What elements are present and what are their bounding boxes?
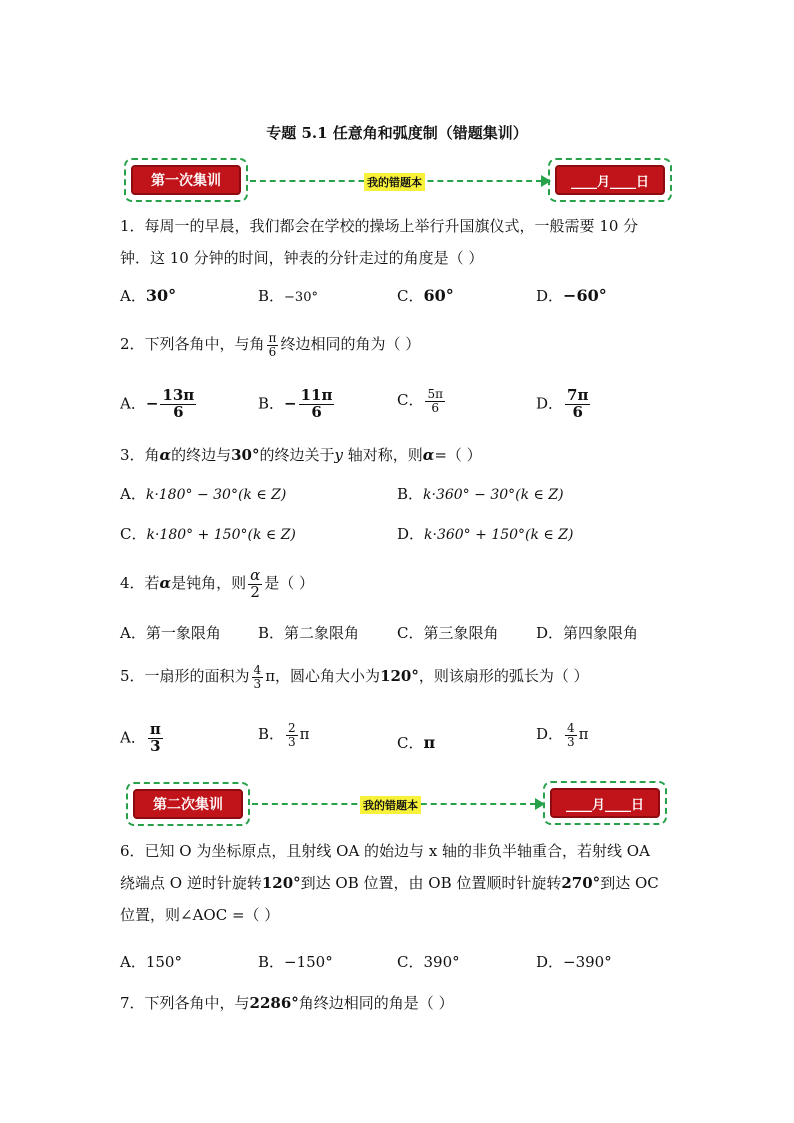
first-training-badge: [124, 158, 248, 202]
q1-option-b: B．−30°: [258, 287, 318, 305]
date-badge: [548, 158, 672, 202]
date-label-2: ____月____日: [550, 788, 660, 818]
q3-option-b: B．k·360° − 30°(k ∈ Z): [397, 485, 564, 503]
q1-line1: 1．每周一的早晨，我们都会在学校的操场上举行升国旗仪式，一般需要 10 分: [120, 217, 639, 235]
question-7: 7．下列各角中，与2286°角终边相同的角是（ ）: [120, 994, 454, 1012]
question-5: 5．一扇形的面积为 $\frac{4}{3}$ π，圆心角大小为120°，则该扇形的弧长为（ ）: [120, 662, 589, 691]
second-training-badge: [126, 782, 250, 826]
q3-option-d: D．k·360° + 150°(k ∈ Z): [397, 525, 574, 543]
q6-option-b: B．−150°: [258, 953, 333, 971]
question-3: 3．角α的终边与30°的终边关于y 轴对称，则α=（ ）: [120, 446, 482, 464]
q1-line2: 钟．这 10 分钟的时间，钟表的分针走过的角度是（ ）: [120, 249, 484, 267]
question-2: 2．下列各角中，与角 $\frac{\pi}{6}$ 终边相同的角为（ ）: [120, 330, 421, 359]
page-title: 专题 5.1 任意角和弧度制（错题集训）: [266, 124, 528, 142]
q3-option-a: A．k·180° − 30°(k ∈ Z): [120, 485, 287, 503]
q6-line3: 位置，则∠AOC =（ ）: [120, 906, 280, 924]
q2-option-d: D． $\frac{7\pi}{6}$: [536, 386, 589, 421]
q5-option-b: B． $\frac{2}{3}$ π: [258, 721, 310, 749]
second-training-label: 第二次集训: [133, 789, 243, 819]
date-badge-2: [543, 781, 667, 825]
q6-option-d: D．−390°: [536, 953, 612, 971]
q6-option-c: C．390°: [397, 953, 460, 971]
q5-option-d: D． $\frac{4}{3}$ π: [536, 721, 589, 749]
question-6: [120, 835, 690, 931]
q6-option-a: A．150°: [120, 953, 182, 971]
date-label: ____月____日: [555, 165, 665, 195]
q3-option-c: C．k·180° + 150°(k ∈ Z): [120, 525, 296, 543]
q2-option-c: C． $\frac{5\pi}{6}$: [397, 387, 444, 415]
q4-option-d: D．第四象限角: [536, 624, 639, 642]
q5-option-a: A． $\frac{\pi}{3}$: [120, 720, 161, 755]
q5-option-c: C．π: [397, 733, 436, 752]
q2-option-a: A．− $\frac{13\pi}{6}$: [120, 386, 195, 421]
question-4: 4．若α是钝角，则 $\frac{\alpha}{2}$ 是（ ）: [120, 565, 315, 601]
q4-option-c: C．第三象限角: [397, 624, 499, 642]
q1-option-d: D．−60°: [536, 286, 607, 305]
first-training-label: 第一次集训: [131, 165, 241, 195]
q2-option-b: B．− $\frac{11\pi}{6}$: [258, 386, 333, 421]
q6-line2: 绕端点 O 逆时针旋转120°到达 OB 位置，由 OB 位置顺时针旋转270°到达 OC: [120, 874, 659, 892]
q1-option-c: C．60°: [397, 286, 454, 305]
mistake-book-label: 我的错题本: [364, 173, 425, 191]
q6-line1: 6．已知 O 为坐标原点，且射线 OA 的始边与 x 轴的非负半轴重合，若射线 OA: [120, 842, 650, 860]
q4-option-b: B．第二象限角: [258, 624, 360, 642]
q4-option-a: A．第一象限角: [120, 624, 221, 642]
q1-option-a: A．30°: [120, 286, 177, 305]
question-1: [120, 210, 680, 274]
mistake-book-label-2: 我的错题本: [360, 796, 421, 814]
